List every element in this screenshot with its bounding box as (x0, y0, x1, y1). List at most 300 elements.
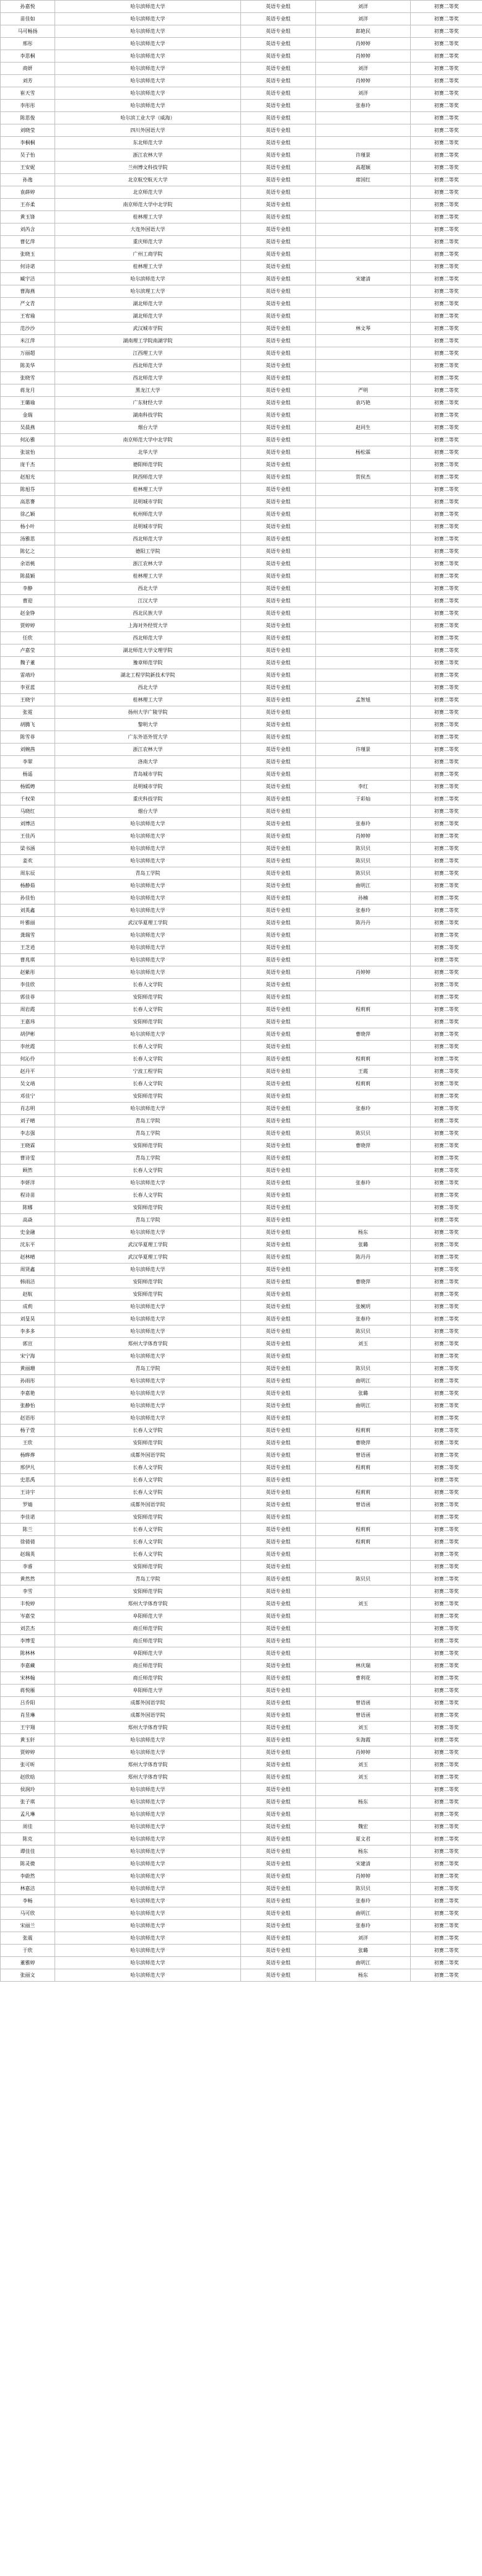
cell-award: 初赛二等奖 (411, 669, 482, 682)
cell-name: 赵旭光 (1, 471, 55, 484)
table-row (1, 1115, 482, 1127)
table-row (1, 1858, 482, 1870)
cell-school: 桂林理工大学 (55, 211, 241, 223)
cell-award: 初赛二等奖 (411, 1548, 482, 1561)
cell-group: 英语专业组 (241, 1585, 316, 1598)
cell-award: 初赛二等奖 (411, 1041, 482, 1053)
cell-school: 青岛工学院 (55, 1363, 241, 1375)
cell-group: 英语专业组 (241, 1709, 316, 1722)
cell-school: 长春人文学院 (55, 1425, 241, 1437)
cell-school: 长春人文学院 (55, 1524, 241, 1536)
table-row (1, 756, 482, 768)
cell-name: 余语桃 (1, 558, 55, 570)
cell-school: 哈尔滨师范大学 (55, 1969, 241, 1982)
cell-group: 英语专业组 (241, 1524, 316, 1536)
cell-award: 初赛二等奖 (411, 1870, 482, 1883)
cell-advisor: 曹晓萍 (316, 1140, 411, 1152)
table-row (1, 694, 482, 706)
cell-school: 西北大学 (55, 583, 241, 595)
cell-school: 西北师范大学 (55, 372, 241, 384)
cell-name: 曹海燕 (1, 285, 55, 298)
cell-advisor (316, 1350, 411, 1363)
cell-school: 哈尔滨师范大学 (55, 1350, 241, 1363)
table-row (1, 1561, 482, 1573)
cell-school: 桂林理工大学 (55, 694, 241, 706)
cell-school: 郑州大学体育学院 (55, 1598, 241, 1610)
cell-group: 英语专业组 (241, 199, 316, 211)
table-row (1, 1796, 482, 1808)
cell-advisor (316, 1202, 411, 1214)
cell-name: 王安妮 (1, 162, 55, 174)
table-row (1, 323, 482, 335)
cell-advisor (316, 558, 411, 570)
cell-school: 安阳师范学院 (55, 991, 241, 1004)
table-row (1, 1041, 482, 1053)
cell-award: 初赛二等奖 (411, 1635, 482, 1647)
cell-name: 贾婷婷 (1, 1746, 55, 1759)
cell-name: 蒋龙月 (1, 384, 55, 397)
cell-name: 黄玉锋 (1, 211, 55, 223)
cell-school: 长春人文学院 (55, 1474, 241, 1486)
cell-group: 英语专业组 (241, 50, 316, 63)
cell-group: 英语专业组 (241, 124, 316, 137)
cell-award: 初赛二等奖 (411, 1, 482, 13)
cell-advisor: 陈贝贝 (316, 855, 411, 867)
cell-award: 初赛二等奖 (411, 310, 482, 323)
cell-school: 哈尔滨师范大学 (55, 1746, 241, 1759)
table-row (1, 793, 482, 805)
cell-advisor (316, 954, 411, 966)
cell-award: 初赛二等奖 (411, 620, 482, 632)
cell-name: 肖志明 (1, 1103, 55, 1115)
cell-advisor (316, 1685, 411, 1697)
table-row (1, 855, 482, 867)
cell-advisor (316, 731, 411, 744)
table-row (1, 1288, 482, 1301)
cell-school: 哈尔滨师范大学 (55, 1, 241, 13)
cell-award: 初赛二等奖 (411, 756, 482, 768)
cell-name: 程诗苗 (1, 1189, 55, 1202)
cell-name: 曹诗雯 (1, 1152, 55, 1164)
cell-group: 英语专业组 (241, 496, 316, 508)
table-row (1, 162, 482, 174)
cell-group: 英语专业组 (241, 149, 316, 162)
cell-group: 英语专业组 (241, 310, 316, 323)
table-row (1, 1598, 482, 1610)
cell-name: 陈亿之 (1, 545, 55, 558)
cell-name: 严文青 (1, 298, 55, 310)
cell-advisor: 陈贝贝 (316, 867, 411, 880)
cell-advisor: 刘玉 (316, 1598, 411, 1610)
cell-advisor: 曹晓萍 (316, 1028, 411, 1041)
cell-advisor (316, 186, 411, 199)
cell-award: 初赛二等奖 (411, 1115, 482, 1127)
cell-school: 青岛工学院 (55, 1214, 241, 1226)
cell-school: 郑州大学体育学院 (55, 1759, 241, 1771)
cell-group: 英语专业组 (241, 1647, 316, 1660)
cell-name: 孟凡琳 (1, 1808, 55, 1821)
cell-group: 英语专业组 (241, 1313, 316, 1325)
cell-name: 徐乙颖 (1, 508, 55, 521)
cell-school: 成都外国语学院 (55, 1499, 241, 1511)
cell-group: 英语专业组 (241, 719, 316, 731)
cell-award: 初赛二等奖 (411, 1759, 482, 1771)
cell-school: 哈尔滨师范大学 (55, 818, 241, 830)
cell-name: 肖昱琳 (1, 1709, 55, 1722)
cell-award: 初赛二等奖 (411, 1920, 482, 1932)
cell-school: 长春人文学院 (55, 1078, 241, 1090)
cell-advisor: 程莉莉 (316, 1425, 411, 1437)
cell-name: 黄丽珊 (1, 1363, 55, 1375)
cell-group: 英语专业组 (241, 273, 316, 285)
table-row (1, 174, 482, 186)
table-row (1, 1226, 482, 1239)
cell-advisor: 陈贝贝 (316, 1363, 411, 1375)
cell-name: 李嘉藏 (1, 1660, 55, 1672)
cell-school: 哈尔滨师范大学 (55, 1870, 241, 1883)
cell-group: 英语专业组 (241, 372, 316, 384)
table-row (1, 409, 482, 422)
cell-name: 王晓宇 (1, 694, 55, 706)
cell-group: 英语专业组 (241, 929, 316, 942)
table-row (1, 966, 482, 979)
cell-school: 哈尔滨师范大学 (55, 1103, 241, 1115)
cell-school: 安阳师范学院 (55, 1276, 241, 1288)
cell-advisor (316, 545, 411, 558)
cell-school: 哈尔滨师范大学 (55, 87, 241, 100)
cell-award: 初赛二等奖 (411, 1734, 482, 1746)
cell-name: 李翠 (1, 756, 55, 768)
cell-award: 初赛二等奖 (411, 186, 482, 199)
cell-name: 孙逸 (1, 174, 55, 186)
cell-advisor: 刘洋 (316, 1932, 411, 1945)
cell-advisor: 程莉莉 (316, 1462, 411, 1474)
cell-award: 初赛二等奖 (411, 459, 482, 471)
cell-group: 英语专业组 (241, 1536, 316, 1548)
cell-award: 初赛二等奖 (411, 1251, 482, 1264)
cell-group: 英语专业组 (241, 1734, 316, 1746)
cell-name: 袁薛婷 (1, 186, 55, 199)
cell-school: 哈尔滨师范大学 (55, 1796, 241, 1808)
table-row (1, 1103, 482, 1115)
cell-group: 英语专业组 (241, 607, 316, 620)
table-row (1, 1127, 482, 1140)
cell-award: 初赛二等奖 (411, 1672, 482, 1685)
cell-name: 曹兆琪 (1, 954, 55, 966)
cell-group: 英语专业组 (241, 917, 316, 929)
cell-award: 初赛二等奖 (411, 682, 482, 694)
cell-name: 吴晨燕 (1, 422, 55, 434)
cell-school: 安阳师范学院 (55, 1288, 241, 1301)
cell-award: 初赛二等奖 (411, 1152, 482, 1164)
table-row (1, 1387, 482, 1400)
cell-advisor (316, 1214, 411, 1226)
cell-advisor: 陈贝贝 (316, 843, 411, 855)
cell-school: 哈尔滨师范大学 (55, 1226, 241, 1239)
cell-award: 初赛二等奖 (411, 1127, 482, 1140)
cell-name: 蒋悦雁 (1, 1685, 55, 1697)
cell-school: 哈尔滨师范大学 (55, 954, 241, 966)
cell-school: 哈尔滨师范大学 (55, 50, 241, 63)
cell-group: 英语专业组 (241, 1486, 316, 1499)
cell-award: 初赛二等奖 (411, 1932, 482, 1945)
cell-award: 初赛二等奖 (411, 1177, 482, 1189)
cell-group: 英语专业组 (241, 545, 316, 558)
cell-name: 邢彤 (1, 38, 55, 50)
cell-award: 初赛二等奖 (411, 1090, 482, 1103)
cell-award: 初赛二等奖 (411, 372, 482, 384)
cell-name: 何沁伶 (1, 1053, 55, 1065)
table-row (1, 75, 482, 87)
table-row (1, 335, 482, 347)
table-row (1, 360, 482, 372)
cell-group: 英语专业组 (241, 1202, 316, 1214)
cell-school: 豫章师范学院 (55, 657, 241, 669)
cell-school: 哈尔滨工业大学（威海） (55, 112, 241, 124)
cell-group: 英语专业组 (241, 533, 316, 545)
cell-group: 英语专业组 (241, 1635, 316, 1647)
cell-group: 英语专业组 (241, 1301, 316, 1313)
cell-name: 韩雨洁 (1, 1276, 55, 1288)
cell-award: 初赛二等奖 (411, 409, 482, 422)
cell-school: 湖南理工学院南湖学院 (55, 335, 241, 347)
table-row (1, 1610, 482, 1623)
cell-group: 英语专业组 (241, 1264, 316, 1276)
cell-award: 初赛二等奖 (411, 1796, 482, 1808)
cell-school: 南京师范大学中北学院 (55, 434, 241, 446)
cell-advisor (316, 583, 411, 595)
cell-advisor: 肖婷婷 (316, 1746, 411, 1759)
cell-award: 初赛二等奖 (411, 1313, 482, 1325)
cell-award: 初赛二等奖 (411, 1709, 482, 1722)
cell-award: 初赛二等奖 (411, 1598, 482, 1610)
cell-name: 李博雯 (1, 1635, 55, 1647)
cell-advisor: 贺侯杰 (316, 471, 411, 484)
cell-advisor (316, 1189, 411, 1202)
table-row (1, 1709, 482, 1722)
cell-award: 初赛二等奖 (411, 632, 482, 644)
table-row (1, 248, 482, 261)
cell-school: 郑州大学体育学院 (55, 1771, 241, 1784)
cell-award: 初赛二等奖 (411, 323, 482, 335)
cell-award: 初赛二等奖 (411, 719, 482, 731)
cell-group: 英语专业组 (241, 1004, 316, 1016)
cell-name: 李蔚然 (1, 1870, 55, 1883)
cell-group: 英语专业组 (241, 1400, 316, 1412)
table-row (1, 1338, 482, 1350)
cell-name: 李桐桐 (1, 137, 55, 149)
cell-advisor: 刘玉 (316, 1722, 411, 1734)
cell-group: 英语专业组 (241, 669, 316, 682)
cell-name: 李志强 (1, 1127, 55, 1140)
table-row (1, 1313, 482, 1325)
table-row (1, 347, 482, 360)
table-row (1, 459, 482, 471)
cell-advisor: 杨东 (316, 1226, 411, 1239)
cell-group: 英语专业组 (241, 1548, 316, 1561)
table-row (1, 1660, 482, 1672)
cell-award: 初赛二等奖 (411, 855, 482, 867)
table-row (1, 1833, 482, 1845)
cell-award: 初赛二等奖 (411, 100, 482, 112)
cell-advisor (316, 682, 411, 694)
cell-group: 英语专业组 (241, 397, 316, 409)
cell-award: 初赛二等奖 (411, 1895, 482, 1907)
cell-advisor: 张春玲 (316, 818, 411, 830)
table-row (1, 805, 482, 818)
cell-advisor (316, 199, 411, 211)
cell-group: 英语专业组 (241, 335, 316, 347)
table-row (1, 1870, 482, 1883)
cell-advisor (316, 657, 411, 669)
cell-award: 初赛二等奖 (411, 1462, 482, 1474)
cell-group: 英语专业组 (241, 223, 316, 236)
table-row (1, 199, 482, 211)
table-row (1, 186, 482, 199)
cell-advisor (316, 1115, 411, 1127)
cell-award: 初赛二等奖 (411, 1771, 482, 1784)
cell-award: 初赛二等奖 (411, 558, 482, 570)
cell-group: 英语专业组 (241, 830, 316, 843)
table-row (1, 620, 482, 632)
cell-name: 林嘉洁 (1, 1883, 55, 1895)
cell-advisor: 李红 (316, 781, 411, 793)
cell-award: 初赛二等奖 (411, 706, 482, 719)
cell-school: 哈尔滨师范大学 (55, 1895, 241, 1907)
cell-name: 金瑞 (1, 409, 55, 422)
cell-school: 重庆科技学院 (55, 793, 241, 805)
cell-advisor (316, 484, 411, 496)
cell-award: 初赛二等奖 (411, 496, 482, 508)
cell-advisor (316, 137, 411, 149)
table-row (1, 1499, 482, 1511)
table-row (1, 1053, 482, 1065)
cell-group: 英语专业组 (241, 38, 316, 50)
cell-advisor (316, 347, 411, 360)
cell-group: 英语专业组 (241, 1759, 316, 1771)
cell-group: 英语专业组 (241, 1920, 316, 1932)
cell-advisor: 曲明江 (316, 1400, 411, 1412)
table-row (1, 533, 482, 545)
cell-award: 初赛二等奖 (411, 1883, 482, 1895)
cell-advisor (316, 620, 411, 632)
cell-name: 董雅婷 (1, 1957, 55, 1969)
cell-school: 德阳师范学院 (55, 459, 241, 471)
cell-school: 安阳师范学院 (55, 1511, 241, 1524)
table-row (1, 100, 482, 112)
cell-award: 初赛二等奖 (411, 1375, 482, 1387)
cell-name: 侯润玲 (1, 1784, 55, 1796)
cell-award: 初赛二等奖 (411, 954, 482, 966)
table-row (1, 446, 482, 459)
table-row (1, 1895, 482, 1907)
cell-advisor: 曲明江 (316, 1907, 411, 1920)
cell-group: 英语专业组 (241, 843, 316, 855)
table-row (1, 719, 482, 731)
cell-school: 哈尔滨师范大学 (55, 843, 241, 855)
cell-award: 初赛二等奖 (411, 1325, 482, 1338)
table-row (1, 1462, 482, 1474)
cell-award: 初赛二等奖 (411, 1103, 482, 1115)
cell-advisor: 朱海霞 (316, 1734, 411, 1746)
cell-award: 初赛二等奖 (411, 360, 482, 372)
cell-advisor (316, 372, 411, 384)
cell-award: 初赛二等奖 (411, 484, 482, 496)
cell-name: 李丝霞 (1, 1041, 55, 1053)
cell-group: 英语专业组 (241, 1425, 316, 1437)
cell-award: 初赛二等奖 (411, 830, 482, 843)
cell-name: 郭宣 (1, 1338, 55, 1350)
cell-advisor (316, 929, 411, 942)
cell-school: 重庆师范大学 (55, 236, 241, 248)
cell-advisor (316, 1090, 411, 1103)
cell-group: 英语专业组 (241, 360, 316, 372)
cell-advisor: 曾语函 (316, 1697, 411, 1709)
cell-award: 初赛二等奖 (411, 13, 482, 25)
cell-group: 英语专业组 (241, 446, 316, 459)
cell-group: 英语专业组 (241, 892, 316, 904)
cell-group: 英语专业组 (241, 682, 316, 694)
table-row (1, 1375, 482, 1387)
cell-group: 英语专业组 (241, 13, 316, 25)
cell-name: 刘英鑫 (1, 904, 55, 917)
cell-name: 李静 (1, 583, 55, 595)
cell-award: 初赛二等奖 (411, 1610, 482, 1623)
table-row (1, 1635, 482, 1647)
cell-school: 洛南大学 (55, 756, 241, 768)
cell-school: 哈尔滨师范大学 (55, 942, 241, 954)
cell-school: 安阳师范学院 (55, 1140, 241, 1152)
cell-school: 哈尔滨理工大学 (55, 285, 241, 298)
cell-name: 李雪 (1, 1585, 55, 1598)
table-row (1, 1746, 482, 1759)
cell-award: 初赛二等奖 (411, 818, 482, 830)
cell-award: 初赛二等奖 (411, 236, 482, 248)
cell-school: 长春人文学院 (55, 1462, 241, 1474)
cell-award: 初赛二等奖 (411, 397, 482, 409)
cell-name: 马可畅扬 (1, 25, 55, 38)
cell-award: 初赛二等奖 (411, 1746, 482, 1759)
cell-name: 庞千杰 (1, 459, 55, 471)
cell-name: 赵航 (1, 1288, 55, 1301)
cell-name: 张震 (1, 1932, 55, 1945)
cell-school: 成都外国语学院 (55, 1697, 241, 1709)
table-row (1, 397, 482, 409)
cell-group: 英语专业组 (241, 1152, 316, 1164)
cell-name: 顾然 (1, 1164, 55, 1177)
cell-school: 西北师范大学 (55, 533, 241, 545)
cell-name: 吴子怡 (1, 149, 55, 162)
cell-award: 初赛二等奖 (411, 1486, 482, 1499)
cell-group: 英语专业组 (241, 459, 316, 471)
cell-name: 成莉 (1, 1301, 55, 1313)
cell-school: 郑州大学体育学院 (55, 1722, 241, 1734)
cell-name: 陈思俊 (1, 112, 55, 124)
table-row (1, 1065, 482, 1078)
cell-school: 哈尔滨师范大学 (55, 1375, 241, 1387)
cell-group: 英语专业组 (241, 583, 316, 595)
cell-school: 西北师范大学 (55, 632, 241, 644)
cell-name: 杨小叶 (1, 521, 55, 533)
table-row (1, 744, 482, 756)
cell-school: 哈尔滨师范大学 (55, 273, 241, 285)
cell-advisor: 席国红 (316, 174, 411, 186)
cell-group: 英语专业组 (241, 1957, 316, 1969)
cell-award: 初赛二等奖 (411, 731, 482, 744)
cell-school: 哈尔滨师范大学 (55, 1400, 241, 1412)
cell-school: 昆明城市学院 (55, 781, 241, 793)
cell-award: 初赛二等奖 (411, 38, 482, 50)
